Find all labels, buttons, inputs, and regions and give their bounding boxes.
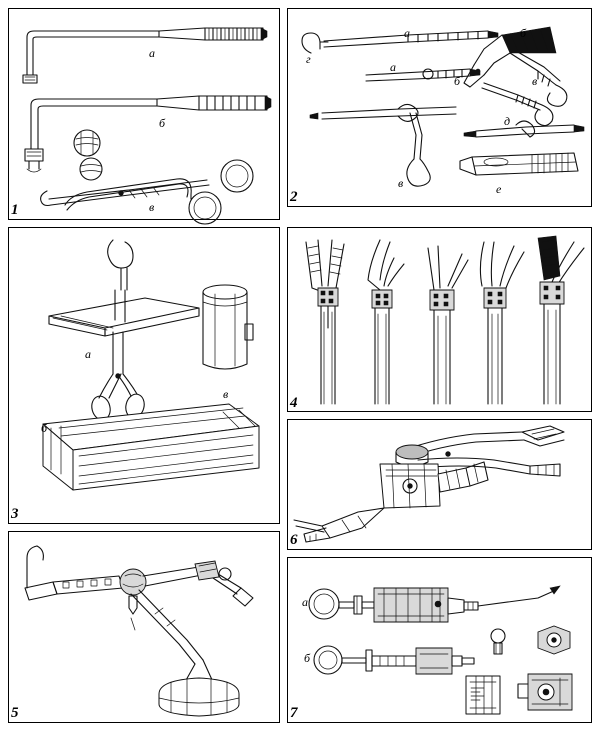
instrument-2a-mid: [366, 69, 480, 81]
panel-6: [287, 419, 592, 550]
laparoscopic-jaw-4: [480, 242, 524, 404]
panel-number-4: 4: [290, 395, 298, 411]
label-2v-right: в: [532, 74, 538, 88]
panel-7: [287, 557, 592, 723]
panel-number-1: 1: [11, 202, 19, 218]
label-2g: г: [306, 52, 311, 66]
instrument-2v-bottom: [310, 104, 456, 186]
label-2b-mid: б: [454, 74, 461, 88]
instrument-5: [25, 546, 253, 716]
panel-3: [8, 227, 280, 524]
panel-3-drawing: [9, 228, 279, 523]
label-2v-bottom: в: [398, 176, 404, 190]
panel-5-drawing: [9, 532, 279, 722]
instrument-6-trocar: [294, 445, 488, 542]
instrument-3v: [203, 285, 253, 369]
instrument-7a: [309, 586, 560, 622]
panel-4: [287, 227, 592, 412]
laparoscopic-jaw-2: [368, 240, 404, 404]
panel-number-7: 7: [290, 705, 298, 721]
instrument-1a: [23, 28, 267, 83]
instrument-1v: [41, 160, 253, 224]
instrument-2v-right: [482, 83, 553, 126]
label-1b: б: [159, 116, 166, 130]
panel-7-drawing: [288, 558, 591, 722]
label-2a-top: а: [404, 26, 410, 40]
panel-5: [8, 531, 280, 723]
instrument-3a: [49, 240, 199, 422]
panel-1: [8, 8, 280, 220]
instrument-7d: [466, 674, 572, 714]
instrument-2a-top: [324, 31, 498, 47]
panel-2-drawing: [288, 9, 591, 206]
label-7b: б: [304, 651, 311, 665]
panel-number-5: 5: [11, 705, 19, 721]
instrument-2e: [460, 153, 578, 175]
instrument-1b: [25, 96, 271, 180]
panel-number-6: 6: [290, 532, 298, 548]
instrument-2d: [464, 121, 584, 137]
instrument-7c: [491, 626, 570, 654]
panel-number-2: 2: [290, 189, 298, 205]
panel-2: [287, 8, 592, 207]
panel-number-3: 3: [11, 506, 19, 522]
label-3a: а: [85, 347, 91, 361]
laparoscopic-jaw-5: [538, 236, 584, 404]
label-2a-mid: а: [390, 60, 396, 74]
laparoscopic-jaw-1: [306, 240, 344, 404]
instrument-2g: [302, 33, 328, 53]
panel-1-drawing: [9, 9, 279, 219]
label-3v: в: [223, 387, 229, 401]
label-1a: а: [149, 46, 155, 60]
instrument-7b: [314, 646, 474, 674]
panel-4-drawing: [288, 228, 591, 411]
label-2d: д: [504, 114, 511, 128]
instrument-3b: [43, 404, 259, 490]
label-2b-top: б: [520, 26, 527, 40]
label-1v: в: [149, 200, 155, 214]
label-7a: а: [302, 595, 308, 609]
label-3b: б: [41, 421, 48, 435]
panel-6-drawing: [288, 420, 591, 549]
laparoscopic-jaw-3: [428, 246, 468, 404]
label-2e: е: [496, 182, 502, 196]
